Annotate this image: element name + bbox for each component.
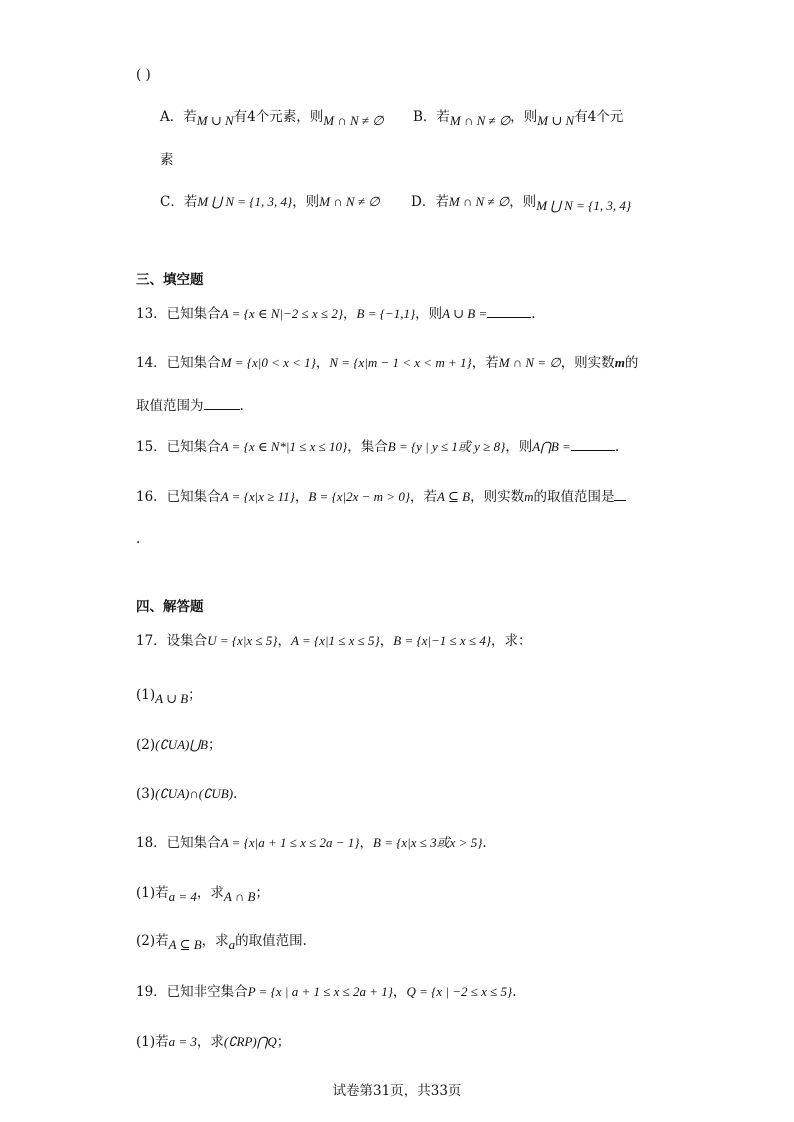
question-18-part-2: (2)若A ⊆ B，求a的取值范围. [136, 933, 307, 952]
q12-answer-bracket: ( ) [136, 67, 151, 83]
question-17: 17．设集合U = {x|x ≤ 5}，A = {x|1 ≤ x ≤ 5}，B = {x|−1 ≤ x ≤ 4}，求： [136, 633, 532, 649]
q12-option-c: C．若M ⋃ N = {1, 3, 4}，则M ∩ N ≠ ∅ [160, 194, 380, 210]
question-17-part-3: (3)(∁UA)∩(∁UB). [136, 786, 238, 802]
q12-option-b: B．若M ∩ N ≠ ∅，则M ∪ N有4个元 [413, 109, 624, 128]
answer-blank[interactable] [571, 438, 615, 451]
section-heading-solutions: 四、解答题 [136, 599, 204, 615]
q12-option-b-wrap: 素 [160, 152, 174, 168]
question-15: 15．已知集合A = {x ∈ N*|1 ≤ x ≤ 10}，集合B = {y | y ≤ 1或 y ≥ 8}，则A⋂B = . [136, 439, 620, 455]
question-13: 13．已知集合A = {x ∈ N|−2 ≤ x ≤ 2}，B = {−1,1}，则A ∪ B = . [136, 306, 536, 322]
question-14: 14．已知集合M = {x|0 < x < 1}，N = {x|m − 1 < x < m + 1}，若M ∩ N = ∅，则实数m的 [136, 355, 639, 371]
question-19: 19．已知非空集合P = {x | a + 1 ≤ x ≤ 2a + 1}，Q = {x | −2 ≤ x ≤ 5}. [136, 984, 517, 1000]
question-17-part-1: (1)A ∪ B； [136, 687, 202, 706]
question-14-wrap: 取值范围为 . [136, 398, 244, 414]
answer-blank[interactable] [487, 305, 531, 318]
question-16-wrap: . [136, 531, 141, 547]
question-19-part-1: (1)若a = 3，求(∁RP)⋂Q； [136, 1034, 291, 1050]
question-18-part-1: (1)若a = 4，求A ∩ B； [136, 885, 269, 904]
q12-option-d: D．若M ∩ N ≠ ∅，则M ⋃ N = {1, 3, 4} [411, 194, 632, 213]
question-16: 16．已知集合A = {x|x ≥ 11}，B = {x|2x − m > 0}，若A ⊆ B，则实数m的取值范围是 [136, 488, 626, 506]
question-18: 18．已知集合A = {x|a + 1 ≤ x ≤ 2a − 1}，B = {x|x ≤ 3或x > 5}. [136, 835, 487, 851]
q12-option-a: A．若M ∪ N有4个元素，则M ∩ N ≠ ∅ [160, 109, 384, 128]
section-heading-fill-in: 三、填空题 [136, 272, 204, 288]
answer-blank[interactable] [614, 488, 626, 501]
answer-blank[interactable] [204, 397, 240, 410]
question-17-part-2: (2)(∁UA)⋃B； [136, 737, 222, 753]
page-footer: 试卷第31页，共33页 [332, 1083, 462, 1099]
